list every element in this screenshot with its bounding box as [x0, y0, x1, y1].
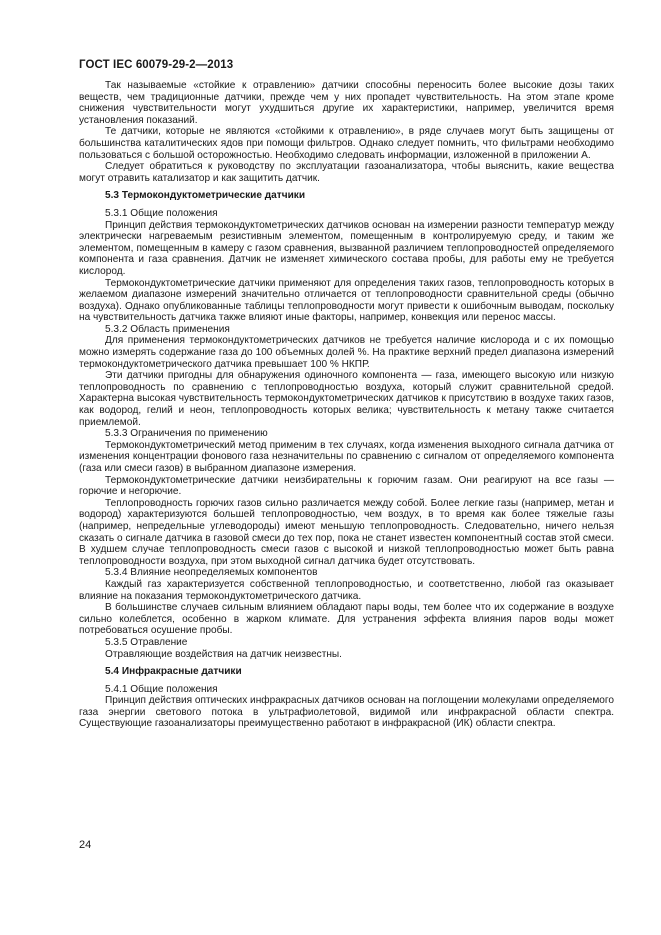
paragraph: Термокондуктометрический метод применим в тех случаях, когда изменения выходного сигнала датчика от изменения концентрации фонового газа незначительны по сравнению с сигналом от определяемого компонента (газа или смеси газов) в выбранном диапазоне измерения. [79, 439, 614, 474]
paragraph: Термокондуктометрические датчики применяют для определения таких газов, теплопроводность которых в желаемом диапазоне измерений значительно отличается от теплопроводности сравнительной среды (обычно воздуха). Однако опубликованные таблицы теплопроводности могут привести к ошибочным выводам, поскольку на чувствительность датчика также влияют иные факторы, например, конвекция или перенос массы. [79, 277, 614, 324]
paragraph: Так называемые «стойкие к отравлению» датчики способны переносить более высокие дозы таких веществ, чем традиционные датчики, прежде чем у них пропадет чувствительность. На этом этапе кроме снижения чувствительности могут ухудшиться другие их характеристики, например, увеличится время установления показаний. [79, 80, 614, 126]
document-body [79, 80, 614, 730]
paragraph: Принцип действия термокондуктометрических датчиков основан на измерении разности температур между электрически нагреваемым резистивным элементом, помещенным в контролируемую среду, и таким же элементом, помещенным в камеру с газом сравнения, вызванной различием теплопроводностей определяемого компонента и газа сравнения. Датчик не изменяет химического состава пробы, для работы ему не требуется кислород. [79, 219, 614, 277]
subsection-title: 5.4.1 Общие положения [105, 683, 218, 695]
paragraph: Каждый газ характеризуется собственной теплопроводностью, и соответственно, любой газ оказывает влияние на показания термокондуктометрического датчика. [79, 578, 614, 602]
paragraph: Отравляющие воздействия на датчик неизвестны. [105, 648, 342, 660]
paragraph: Термокондуктометрические датчики неизбирательны к горючим газам. Они реагируют на все газы — горючие и негорючие. [79, 474, 614, 498]
subsection-title: 5.3.4 Влияние неопределяемых компонентов [105, 567, 318, 579]
subsection-title: 5.3.3 Ограничения по применению [105, 428, 268, 440]
paragraph: Эти датчики пригодны для обнаружения одиночного компонента — газа, имеющего высокую или низкую теплопроводность по сравнению с теплопроводностью воздуха, который служит сравнительной средой. Характерна высокая чувствительность термокондуктометрических датчиков к присутствию в воздухе таких газов, как водород, гелий и неон, теплопроводность которых велика; чувствительность к метану также считается приемлемой. [79, 370, 614, 428]
subsection-title: 5.3.1 Общие положения [105, 207, 218, 219]
paragraph: В большинстве случаев сильным влиянием обладают пары воды, тем более что их содержание в воздухе сильно колеблется, особенно в жарком климате. Для устранения эффекта влияния паров воды может потребоваться осушение пробы. [79, 602, 614, 637]
paragraph: Теплопроводность горючих газов сильно различается между собой. Более легкие газы (например, метан и водород) характеризуются большей теплопроводностью, чем воздух, в то время как более тяжелые газы (например, непредельные углеводороды) имеют меньшую теплопроводность. Следовательно, ничего нельзя сказать о сигнале датчика в газовой смеси до тех пор, пока не станет известен компонентный состав этой смеси. В худшем случае теплопроводность смеси газов с высокой и низкой теплопроводностью может быть равна теплопроводности воздуха, при этом выходной сигнал датчика будет отсутствовать. [79, 497, 614, 567]
paragraph: Для применения термокондуктометрических датчиков не требуется наличие кислорода и с их помощью можно измерять содержание газа до 100 объемных долей %. На практике верхний предел диапазона измерений термокондуктометрического датчика превышает 100 % НКПР. [79, 335, 614, 370]
page-number: 24 [79, 839, 92, 851]
section-heading: 5.4 Инфракрасные датчики [105, 666, 242, 678]
paragraph: Принцип действия оптических инфракрасных датчиков основан на поглощении молекулами определяемого газа энергии светового потока в ультрафиолетовой, видимой или инфракрасной области спектра. Существующие газоанализаторы преимущественно работают в инфракрасной (ИК) области спектра. [79, 695, 614, 730]
subsection-title: 5.3.5 Отравление [105, 636, 188, 648]
subsection-title: 5.3.2 Область применения [105, 323, 230, 335]
paragraph: Те датчики, которые не являются «стойкими к отравлению», в ряде случаев могут быть защищены от большинства каталитических ядов при помощи фильтров. Однако следует помнить, что фильтрами необходимо пользоваться с большой осторожностью. Необходимо следовать информации, изложенной в приложении А. [79, 126, 614, 161]
document-header: ГОСТ IEC 60079-29-2—2013 [79, 59, 234, 71]
section-heading: 5.3 Термокондуктометрические датчики [105, 190, 306, 202]
paragraph: Следует обратиться к руководству по эксплуатации газоанализатора, чтобы выяснить, какие вещества могут отравить катализатор и как защитить датчик. [79, 161, 614, 184]
